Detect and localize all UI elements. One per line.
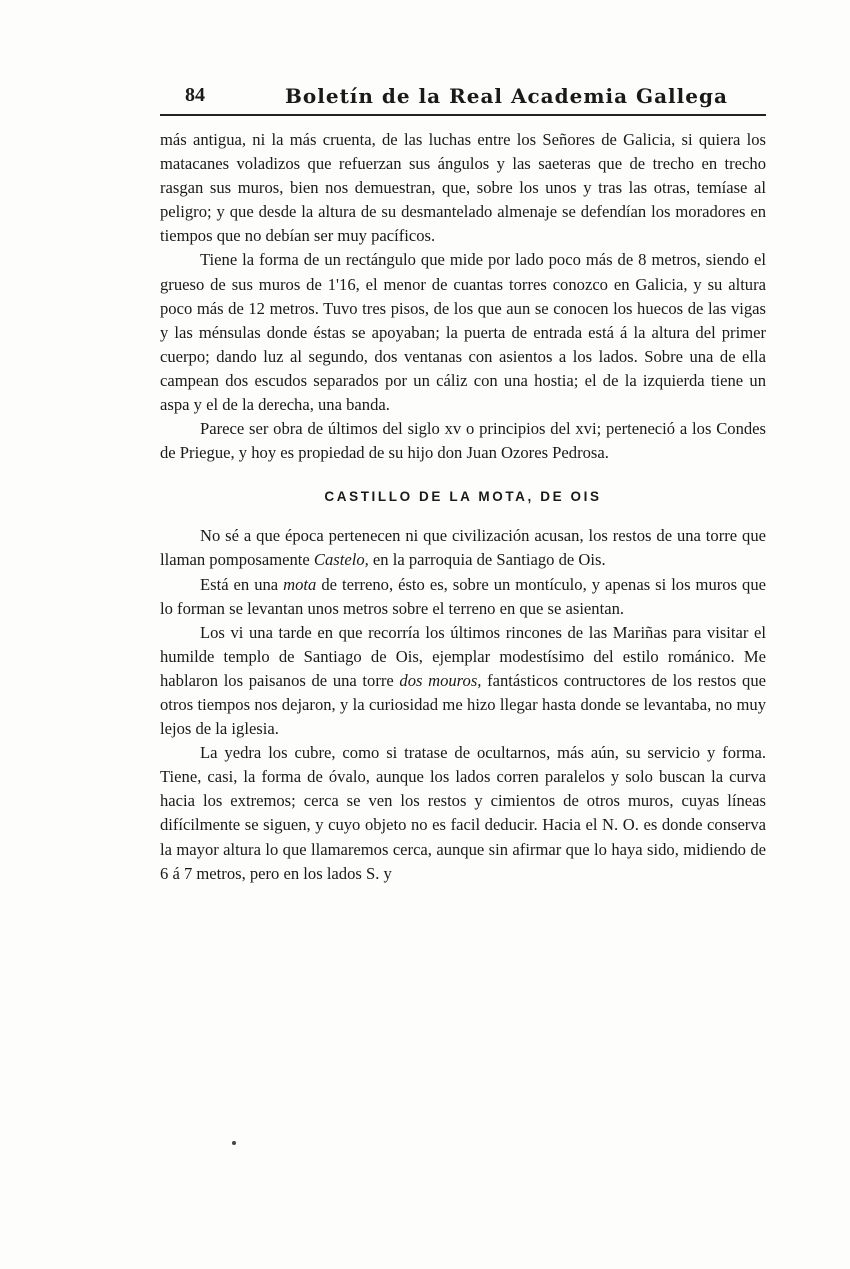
- text-run: No sé a que época pertenecen ni que civilización acusan, los restos de una torre que llaman pomposamente: [160, 526, 766, 570]
- text-run: Está en una: [200, 574, 284, 594]
- paragraph-ois-description: La yedra los cubre, como si tratase de ocultarnos, más aún, su servicio y forma. Tiene, casi, la forma de óvalo, aunque los lados corren paralelos y solo buscan la curva hacia los extremos; cerca se ven los restos y cimientos de otros muros, cuyas líneas difícilmente se siguen, y cuyo objeto no es facil deducir. Hacia el N. O. es donde conserva la mayor altura lo que llamaremos cerca, aunque sin afirmar que lo haya sido, midiendo de 6 á 7 metros, pero en los lados S. y: [160, 743, 766, 883]
- text-run: de terreno, ésto es, sobre un montículo, y apenas si los muros que lo forman se levantan unos metros sobre el terreno en que se asientan.: [160, 574, 766, 618]
- page-body: [160, 128, 766, 886]
- paragraph-tower-form: Tiene la forma de un rectángulo que mide por lado poco más de 8 metros, siendo el grueso de sus muros de 1'16, el menor de cuantas torres conozco en Galicia, y su altura poco más de 12 metros. Tuvo tres pisos, de los que aun se conocen los huecos de las vigas y las ménsulas donde éstas se apoyaban; la puerta de entrada está á la altura del primer cuerpo; dando luz al segundo, dos ventanas con asientos a los lados. Sobre una de ella campean dos escudos separados por un cáliz con una hostia; el de la izquierda tiene un aspa y el de la derecha, una banda.: [160, 250, 766, 415]
- italic-term: dos mouros,: [399, 670, 482, 690]
- paragraph-tower-owner: Parece ser obra de últimos del siglo xv o principios del xvi; perteneció a los Condes de Priegue, y hoy es propiedad de su hijo don Juan Ozores Pedrosa.: [160, 419, 766, 463]
- text-run: fantásticos contructores de los restos que otros tiempos nos dejaron, y la curiosidad me hizo llegar hasta donde se levantaba, no muy lejos de la iglesia.: [160, 670, 766, 739]
- paragraph-continued: más antigua, ni la más cruenta, de las luchas entre los Señores de Galicia, si quiera los matacanes voladizos que refuerzan sus ángulos y las saeteras que de trecho en trecho rasgan sus muros, bien nos demuestran, que, sobre los unos y tras las otras, temíase al peligro; y que desde la altura de su desmantelado almenaje se defendían los moradores en tiempos que no debían ser muy pacíficos.: [160, 130, 766, 246]
- running-title: Boletín de la Real Academia Gallega: [285, 84, 728, 108]
- text-run: Los vi una tarde en que recorría los últimos rincones de las Mariñas para visitar el humilde templo de Santiago de Ois, ejemplar modestísimo del estilo románico. Me hablaron los paisanos de una torre: [160, 622, 766, 690]
- page-header: [160, 84, 766, 116]
- italic-term: Castelo,: [313, 550, 369, 570]
- ink-speck: [232, 1141, 236, 1145]
- text-run: en la parroquia de Santiago de Ois.: [368, 550, 606, 570]
- italic-term: mota: [283, 574, 317, 594]
- paragraph-ois-visit: [160, 621, 766, 741]
- paragraph-ois-mota: [160, 573, 766, 621]
- paragraph-ois-intro: [160, 524, 766, 572]
- section-heading: CASTILLO DE LA MOTA, DE OIS: [324, 489, 602, 505]
- page-number: 84: [185, 84, 205, 106]
